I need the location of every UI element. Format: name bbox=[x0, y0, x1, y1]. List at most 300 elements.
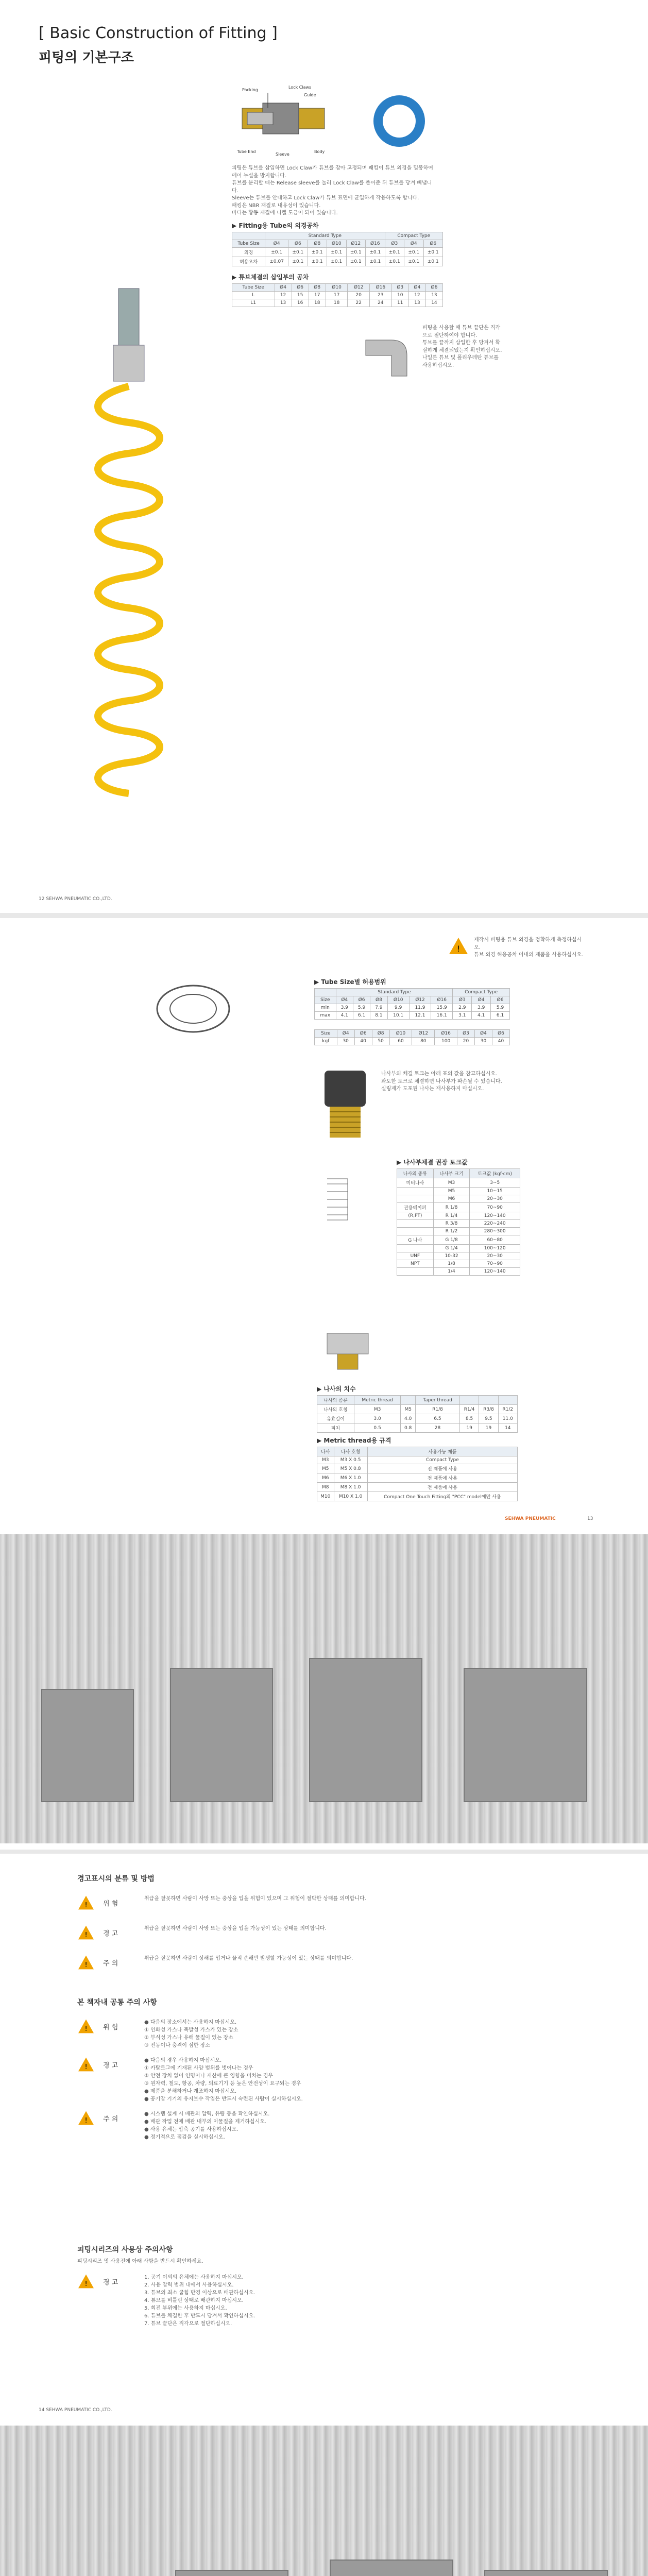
table-header: Ø6 bbox=[492, 1030, 509, 1038]
table-cell: 20 bbox=[457, 1038, 475, 1045]
table-cell: 13 bbox=[425, 292, 442, 299]
table-header: Ø4 bbox=[265, 240, 288, 248]
table-header: 나사의 종류 bbox=[397, 1169, 434, 1178]
table-row bbox=[317, 1483, 518, 1492]
factory-photo bbox=[0, 1534, 648, 1843]
table-cell: M8 bbox=[317, 1483, 334, 1492]
table-cell: 1/4 bbox=[433, 1268, 470, 1276]
caution-text bbox=[144, 2019, 541, 2049]
table-cell: 피치 bbox=[317, 1423, 354, 1433]
caution-text bbox=[144, 1925, 541, 1933]
table-cell: ±0.1 bbox=[404, 248, 423, 257]
machine-shape bbox=[41, 1689, 134, 1802]
caution-line: 5. 회전 부위에는 사용하지 마십시오. bbox=[144, 2306, 227, 2311]
table-cell: 6.1 bbox=[353, 1012, 370, 1020]
table-header: Ø10 bbox=[389, 1030, 412, 1038]
table-cell: 30 bbox=[337, 1038, 354, 1045]
table-cell: ±0.1 bbox=[366, 248, 385, 257]
machine-shape bbox=[464, 1668, 587, 1802]
table-header: Ø4 bbox=[337, 1030, 354, 1038]
side-line: 나일론 튜브 및 폴리우레탄 튜브를 사용하십시오. bbox=[422, 355, 499, 368]
table-cell: 15.9 bbox=[431, 1004, 453, 1012]
machine-shape bbox=[484, 2570, 608, 2576]
caution-block bbox=[77, 2274, 541, 2328]
svg-text:!: ! bbox=[84, 2025, 88, 2033]
caution-text bbox=[144, 2057, 541, 2103]
label-guide: Guide bbox=[304, 93, 316, 97]
tube-oval-diagram bbox=[149, 978, 237, 1040]
table-header bbox=[479, 1396, 498, 1405]
svg-text:!: ! bbox=[84, 1931, 88, 1940]
table-header: 나사의 종류 bbox=[317, 1396, 354, 1405]
table-cell: L bbox=[232, 292, 275, 299]
table-header bbox=[498, 1396, 517, 1405]
table-cell bbox=[397, 1195, 434, 1203]
table-cell: 22 bbox=[348, 299, 370, 307]
table-cell: 15 bbox=[292, 292, 309, 299]
tube-pull-table bbox=[314, 1029, 510, 1045]
table-header: Ø8 bbox=[308, 240, 327, 248]
table-header: Ø16 bbox=[435, 1030, 457, 1038]
warning-triangle-icon bbox=[77, 1895, 95, 1910]
side-text bbox=[422, 325, 505, 369]
table-header: Ø4 bbox=[404, 240, 423, 248]
label-tube-end: Tube End bbox=[237, 149, 256, 154]
table-cell: min bbox=[315, 1004, 336, 1012]
table-header: Ø3 bbox=[453, 996, 472, 1004]
caution-block bbox=[77, 2057, 541, 2103]
table-cell: 관용테이퍼 bbox=[397, 1203, 434, 1212]
table-cell: M5 bbox=[401, 1405, 416, 1414]
caution-level: 위 험 bbox=[103, 2024, 118, 2031]
table-header: 사용가능 제품 bbox=[367, 1447, 517, 1456]
warning-triangle-icon bbox=[77, 1955, 95, 1970]
table-cell: 80 bbox=[412, 1038, 435, 1045]
table-cell: 전 제품에 사용 bbox=[367, 1473, 517, 1483]
table-cell: 10~15 bbox=[470, 1188, 520, 1195]
table-header: Ø10 bbox=[387, 996, 409, 1004]
caution-line: 취급을 잘못하면 사람이 상해를 입거나 물적 손해만 발생할 가능성이 있는 상태를 의미합니다. bbox=[144, 1956, 353, 1961]
table-cell: ±0.1 bbox=[366, 257, 385, 266]
table-cell: G 1/4 bbox=[433, 1245, 470, 1252]
caution-line: 1. 공기 이외의 유체에는 사용하지 마십시오. bbox=[144, 2275, 244, 2280]
factory-photo bbox=[0, 2426, 648, 2576]
table-header: Ø8 bbox=[370, 996, 387, 1004]
table-group-standard: Standard Type bbox=[265, 232, 385, 240]
table-cell: M5 bbox=[317, 1464, 334, 1473]
table-row bbox=[397, 1235, 520, 1245]
table-cell: ±0.1 bbox=[327, 248, 346, 257]
table-cell: L1 bbox=[232, 299, 275, 307]
caution-line: ● 정기적으로 점검을 실시하십시오. bbox=[144, 2134, 225, 2140]
side-line: 튜브를 끝까지 삽입한 후 당겨서 확실하게 체결되었는지 확인하십시오. bbox=[422, 340, 502, 353]
table-row bbox=[397, 1268, 520, 1276]
table-cell: G 1/8 bbox=[433, 1235, 470, 1245]
caution-text bbox=[144, 2110, 541, 2141]
caution-block bbox=[77, 1955, 541, 1977]
table-header: Ø6 bbox=[292, 284, 309, 292]
table-row bbox=[397, 1228, 520, 1235]
warning-triangle-icon bbox=[77, 2057, 95, 2072]
table-cell: ±0.1 bbox=[327, 257, 346, 266]
table-header: Ø8 bbox=[372, 1030, 389, 1038]
table-cell: 3.9 bbox=[472, 1004, 491, 1012]
table-header: Ø4 bbox=[472, 996, 491, 1004]
table-header: Ø6 bbox=[425, 284, 442, 292]
table-row bbox=[317, 1492, 518, 1501]
table-header: Ø16 bbox=[370, 284, 392, 292]
warning-triangle-icon bbox=[77, 2019, 95, 2034]
caution-line: ● 사용 유체는 압축 공기를 사용하십시오. bbox=[144, 2127, 238, 2132]
table-header: Ø6 bbox=[354, 1030, 372, 1038]
table-row bbox=[315, 1038, 510, 1045]
caution-level: 경 고 bbox=[103, 2062, 118, 2070]
table-cell: 12 bbox=[408, 292, 425, 299]
machine-shape bbox=[170, 1668, 273, 1802]
tube-tolerance-table bbox=[232, 232, 443, 266]
table-cell: 3.1 bbox=[453, 1012, 472, 1020]
table-cell: 70~90 bbox=[470, 1260, 520, 1268]
table-cell: M10 bbox=[317, 1492, 334, 1501]
page-3 bbox=[0, 1854, 648, 2576]
table-cell: 23 bbox=[370, 292, 392, 299]
caution-line: ③ 진동이나 충격이 심한 장소 bbox=[144, 2043, 210, 2048]
table-header: Ø16 bbox=[366, 240, 385, 248]
table-cell: 전 제품에 사용 bbox=[367, 1464, 517, 1473]
table-row bbox=[317, 1456, 518, 1464]
table-cell: 미터나사 bbox=[397, 1178, 434, 1188]
caution-line: ● 배관 작업 전에 배관 내부의 이물질을 제거하십시오. bbox=[144, 2119, 267, 2125]
table-row bbox=[232, 257, 443, 266]
svg-text:!: ! bbox=[84, 2117, 88, 2125]
fitting-line: 나사부의 체결 토크는 아래 표의 값을 참고하십시오. bbox=[381, 1071, 498, 1077]
table-cell: 16 bbox=[292, 299, 309, 307]
body-line: 바디는 황동 재질에 니켈 도금이 되어 있습니다. bbox=[232, 210, 338, 216]
tube-ring-icon bbox=[371, 93, 428, 149]
caution-line: 4. 튜브를 비틀린 상태로 배관하지 마십시오. bbox=[144, 2298, 244, 2303]
metric-thread-table bbox=[317, 1447, 518, 1501]
table-cell: 12 bbox=[275, 292, 292, 299]
table-cell: 3.0 bbox=[354, 1414, 401, 1423]
table-cell: 0.5 bbox=[354, 1423, 401, 1433]
table-header: Size bbox=[315, 1030, 337, 1038]
table-cell: 2.9 bbox=[453, 1004, 472, 1012]
caution-level: 주 의 bbox=[103, 2115, 118, 2123]
table-cell: 9.9 bbox=[387, 1004, 409, 1012]
table-cell: M5 bbox=[433, 1188, 470, 1195]
table-row bbox=[317, 1423, 518, 1433]
table-row bbox=[317, 1473, 518, 1483]
table-cell bbox=[397, 1245, 434, 1252]
caution-level: 경 고 bbox=[103, 2279, 118, 2286]
table-cell: G 나사 bbox=[397, 1235, 434, 1245]
table-row bbox=[397, 1245, 520, 1252]
table-header: Ø12 bbox=[348, 284, 370, 292]
table-cell bbox=[397, 1220, 434, 1228]
table-cell: 12.1 bbox=[409, 1012, 431, 1020]
thread-title: ▶ Metric thread용 규격 bbox=[317, 1437, 391, 1444]
table-cell: 70~90 bbox=[470, 1203, 520, 1212]
table-cell: 20 bbox=[348, 292, 370, 299]
body-line: Sleeve는 튜브를 안내하고 Lock Claw가 튜브 표면에 균일하게 작용하도록 합니다. bbox=[232, 195, 419, 201]
caution-line: 7. 튜브 끝단은 직각으로 절단하십시오. bbox=[144, 2321, 232, 2327]
machine-shape bbox=[330, 2560, 453, 2576]
table-header: Ø4 bbox=[474, 1030, 492, 1038]
fitting-caution-list bbox=[77, 2274, 541, 2335]
table-row bbox=[397, 1178, 520, 1188]
svg-text:!: ! bbox=[456, 944, 461, 954]
table-cell: ±0.1 bbox=[346, 248, 365, 257]
table-cell: 28 bbox=[416, 1423, 460, 1433]
caution-line: ● 다음의 장소에서는 사용하지 마십시오. bbox=[144, 2020, 237, 2025]
table-cell: 18 bbox=[326, 299, 348, 307]
company-logo: SEHWA PNEUMATIC bbox=[505, 1516, 556, 1521]
caution-line: 3. 튜브의 최소 굽힘 반경 이상으로 배관하십시오. bbox=[144, 2290, 255, 2296]
table-row bbox=[397, 1203, 520, 1212]
table-header-blank bbox=[315, 989, 336, 996]
table-header: Ø4 bbox=[336, 996, 353, 1004]
table-cell: 50 bbox=[372, 1038, 389, 1045]
caution-line: ● 시스템 설계 시 배관의 압력, 유량 등을 확인하십시오. bbox=[144, 2111, 270, 2117]
label-body: Body bbox=[314, 149, 325, 154]
table-cell: 60~80 bbox=[470, 1235, 520, 1245]
table-header: Ø3 bbox=[457, 1030, 475, 1038]
caution-line: 취급을 잘못하면 사람이 사망 또는 중상을 입을 가능성이 있는 상태를 의미합니다. bbox=[144, 1926, 327, 1931]
table-header: Tube Size bbox=[232, 240, 265, 248]
table-cell bbox=[397, 1188, 434, 1195]
table-cell: R 1/4 bbox=[433, 1212, 470, 1220]
table-row bbox=[317, 1414, 518, 1423]
table-header: Ø10 bbox=[327, 240, 346, 248]
caution-line: 6. 튜브를 체결한 후 반드시 당겨서 확인하십시오. bbox=[144, 2313, 255, 2319]
table-cell: M3 bbox=[433, 1178, 470, 1188]
table-header: 토크값 (kgf·cm) bbox=[470, 1169, 520, 1178]
section2-title: 본 책자내 공통 주의 사항 bbox=[77, 1998, 157, 2007]
table-header: 나사 bbox=[317, 1447, 334, 1456]
thread-dimension-table bbox=[317, 1395, 518, 1433]
table-cell: 19 bbox=[459, 1423, 479, 1433]
table-row bbox=[397, 1260, 520, 1268]
table-header: Ø3 bbox=[385, 240, 404, 248]
body-line: 튜브를 분리할 때는 Release sleeve를 눌러 Lock Claw를 풀어준 뒤 튜브를 당겨 빼냅니다. bbox=[232, 180, 432, 194]
table-cell: 3.9 bbox=[336, 1004, 353, 1012]
table-cell: ±0.1 bbox=[346, 257, 365, 266]
table-cell: Compact One Touch Fitting의 "PCC" model에만 사용 bbox=[367, 1492, 517, 1501]
table-cell: ±0.1 bbox=[385, 248, 404, 257]
caution-text bbox=[144, 1895, 541, 1903]
caution-line: ① 인화성 가스나 폭발성 가스가 있는 장소 bbox=[144, 2027, 238, 2033]
table-cell: 10 bbox=[391, 292, 408, 299]
section1-title: 경고표시의 분류 및 방법 bbox=[77, 1875, 155, 1883]
table-header: Ø10 bbox=[326, 284, 348, 292]
table-header: Ø6 bbox=[491, 996, 510, 1004]
table-cell: 17 bbox=[326, 292, 348, 299]
table-cell: M6 bbox=[317, 1473, 334, 1483]
table-cell: 11 bbox=[391, 299, 408, 307]
table-row bbox=[317, 1464, 518, 1473]
warning-triangle-icon bbox=[77, 2274, 95, 2289]
table-header: 나사부 크기 bbox=[433, 1169, 470, 1178]
table-header: Size bbox=[315, 996, 336, 1004]
extra-title: ▶ 나사의 치수 bbox=[317, 1385, 356, 1393]
table-cell: NPT bbox=[397, 1260, 434, 1268]
table-cell bbox=[397, 1268, 434, 1276]
warning-triangle-icon bbox=[77, 2110, 95, 2126]
table-row bbox=[317, 1405, 518, 1414]
table-cell: 11.9 bbox=[409, 1004, 431, 1012]
table-group-compact: Compact Type bbox=[453, 989, 510, 996]
table-header: Tube Size bbox=[232, 284, 275, 292]
page-footer: 14 SEHWA PNEUMATIC CO.,LTD. bbox=[39, 2408, 112, 2413]
table-cell: 10.1 bbox=[387, 1012, 409, 1020]
caution-line: ③ 원자력, 철도, 항공, 차량, 의료기기 등 높은 안전성이 요구되는 경우 bbox=[144, 2081, 301, 2087]
table-header: Ø4 bbox=[275, 284, 292, 292]
table-cell: (R,PT) bbox=[397, 1212, 434, 1220]
table-cell: R 3/8 bbox=[433, 1220, 470, 1228]
table-cell: 13 bbox=[408, 299, 425, 307]
table-header bbox=[459, 1396, 479, 1405]
table-cell: M5 X 0.8 bbox=[334, 1464, 367, 1473]
table-cell: M8 X 1.0 bbox=[334, 1483, 367, 1492]
warning-triangle-icon bbox=[448, 937, 469, 955]
table-cell: 1/8 bbox=[433, 1260, 470, 1268]
table-header: Ø12 bbox=[412, 1030, 435, 1038]
table-cell: R 1/2 bbox=[433, 1228, 470, 1235]
table-cell: ±0.1 bbox=[404, 257, 423, 266]
table-header: Ø12 bbox=[409, 996, 431, 1004]
table-header: Ø4 bbox=[408, 284, 425, 292]
svg-text:!: ! bbox=[84, 2063, 88, 2072]
table-cell: R1/2 bbox=[498, 1405, 517, 1414]
body-line: 패킹은 NBR 재질로 내유성이 있습니다. bbox=[232, 202, 321, 209]
tube-size-table bbox=[314, 988, 510, 1020]
tube-table-title: ▶ Tube Size별 허용범위 bbox=[314, 978, 386, 986]
caution-block bbox=[77, 1895, 541, 1918]
table-header bbox=[401, 1396, 416, 1405]
table-cell: 5.9 bbox=[353, 1004, 370, 1012]
note-line: 튜브 외경 허용공차 이내의 제품을 사용하십시오. bbox=[474, 952, 584, 958]
table-cell: M6 bbox=[433, 1195, 470, 1203]
table-cell: M3 X 0.5 bbox=[334, 1456, 367, 1464]
caution-block bbox=[77, 2110, 541, 2141]
table-header: Ø6 bbox=[288, 240, 308, 248]
table-cell: M6 X 1.0 bbox=[334, 1473, 367, 1483]
caution-text bbox=[144, 1955, 541, 1962]
section3-title: 피팅시리즈의 사용상 주의사항 bbox=[77, 2246, 173, 2254]
label-sleeve: Sleeve bbox=[276, 152, 289, 157]
caution-level: 주 의 bbox=[103, 1960, 118, 1968]
table-header: Ø6 bbox=[423, 240, 443, 248]
table-cell: ±0.1 bbox=[288, 248, 308, 257]
table-cell: 17 bbox=[309, 292, 326, 299]
caution-level: 위 험 bbox=[103, 1900, 118, 1908]
caution-level: 경 고 bbox=[103, 1930, 118, 1938]
table-cell: 20~30 bbox=[470, 1195, 520, 1203]
table-cell: 4.0 bbox=[401, 1414, 416, 1423]
fitting-text bbox=[381, 1071, 520, 1093]
table-cell: M3 bbox=[317, 1456, 334, 1464]
page-2 bbox=[0, 921, 648, 1849]
caution-line: 취급을 잘못하면 사람이 사망 또는 중상을 입을 위험이 있으며 그 위험이 절박한 상태를 의미합니다. bbox=[144, 1896, 366, 1902]
table-row bbox=[397, 1212, 520, 1220]
thread-sealant-diagram bbox=[317, 1168, 384, 1230]
table-row bbox=[397, 1252, 520, 1260]
table-cell: M3 bbox=[354, 1405, 401, 1414]
table-row bbox=[232, 248, 443, 257]
fitting-thread-photo bbox=[317, 1065, 373, 1143]
caution-line: ● 다음의 경우 사용하지 마십시오. bbox=[144, 2058, 222, 2063]
table-cell: 120~140 bbox=[470, 1268, 520, 1276]
page-1 bbox=[0, 0, 648, 912]
table-header: 나사 호칭 bbox=[334, 1447, 367, 1456]
fitting-line: 실링제가 도포된 나사는 재사용하지 마십시오. bbox=[381, 1086, 484, 1092]
table-cell: UNF bbox=[397, 1252, 434, 1260]
table-cell: 6.1 bbox=[491, 1012, 510, 1020]
body-line: 피팅은 튜브를 삽입하면 Lock Claw가 튜브를 잡아 고정되며 패킹이 튜브 외경을 밀봉하여 에어 누설을 방지합니다. bbox=[232, 165, 433, 179]
table-cell: ±0.1 bbox=[423, 248, 443, 257]
table-cell: Compact Type bbox=[367, 1456, 517, 1464]
yellow-coil-tube-photo bbox=[41, 268, 211, 860]
table-cell: 11.0 bbox=[498, 1414, 517, 1423]
caution-line: ② 안전 장치 없이 인명이나 재산에 큰 영향을 미치는 경우 bbox=[144, 2073, 274, 2079]
table-row bbox=[397, 1195, 520, 1203]
machine-shape bbox=[309, 1658, 422, 1802]
table-cell: 16.1 bbox=[431, 1012, 453, 1020]
elbow-fitting-photo bbox=[361, 330, 417, 381]
table-cell: 8.5 bbox=[459, 1414, 479, 1423]
table2-title: ▶ 튜브체결의 삽입부의 공차 bbox=[232, 274, 309, 281]
table-cell: ±0.1 bbox=[288, 257, 308, 266]
table-cell: 40 bbox=[492, 1038, 509, 1045]
table-cell: 7.9 bbox=[370, 1004, 387, 1012]
table-cell: 14 bbox=[425, 299, 442, 307]
table-cell: ±0.1 bbox=[308, 257, 327, 266]
page-title-kr: 피팅의 기본구조 bbox=[39, 50, 134, 65]
page-number: 13 bbox=[587, 1516, 593, 1521]
table-cell: 19 bbox=[479, 1423, 498, 1433]
table-header: Taper thread bbox=[416, 1396, 460, 1405]
table-row bbox=[397, 1188, 520, 1195]
table-row bbox=[315, 1012, 510, 1020]
torque-table bbox=[397, 1168, 520, 1276]
table-cell: ±0.1 bbox=[265, 248, 288, 257]
svg-text:!: ! bbox=[84, 2280, 88, 2289]
table-cell: 5.9 bbox=[491, 1004, 510, 1012]
table-header-blank bbox=[232, 232, 265, 240]
table-cell: 18 bbox=[309, 299, 326, 307]
page-title-en: [ Basic Construction of Fitting ] bbox=[39, 24, 278, 42]
table-cell: 280~300 bbox=[470, 1228, 520, 1235]
caution-line: 2. 사용 압력 범위 내에서 사용하십시오. bbox=[144, 2282, 234, 2288]
caution-block bbox=[77, 2019, 541, 2049]
table-cell: 100~120 bbox=[470, 1245, 520, 1252]
label-packing: Packing bbox=[242, 88, 258, 92]
table-cell: 60 bbox=[389, 1038, 412, 1045]
table-row bbox=[232, 292, 443, 299]
table-cell: ±0.1 bbox=[385, 257, 404, 266]
table-cell: 30 bbox=[474, 1038, 492, 1045]
caution-text bbox=[144, 2274, 541, 2328]
table-cell: M10 X 1.0 bbox=[334, 1492, 367, 1501]
table-cell: 외경 bbox=[232, 248, 265, 257]
table-cell: ±0.07 bbox=[265, 257, 288, 266]
table-header: Metric thread bbox=[354, 1396, 401, 1405]
table-header: Ø6 bbox=[353, 996, 370, 1004]
table-cell: 14 bbox=[498, 1423, 517, 1433]
section3-subtitle: 피팅시리즈 및 사용전에 아래 사항을 반드시 확인하세요. bbox=[77, 2259, 203, 2264]
side-line: 피팅을 사용할 때 튜브 끝단은 직각으로 절단하여야 합니다. bbox=[422, 325, 501, 338]
table-cell: 나사의 호칭 bbox=[317, 1405, 354, 1414]
